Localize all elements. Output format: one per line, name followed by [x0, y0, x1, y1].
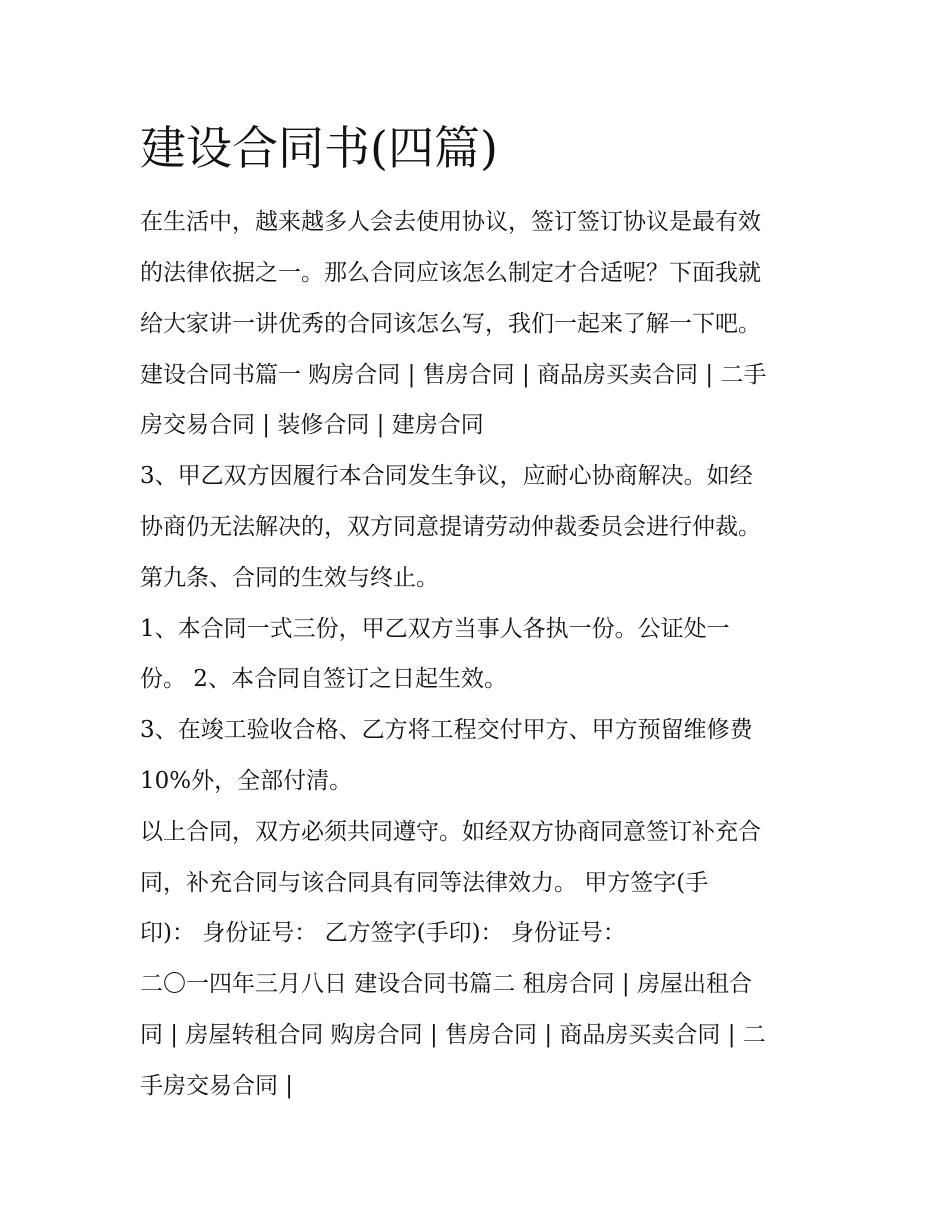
text-line: 以上合同，双方必须共同遵守。如经双方协商同意签订补充合: [140, 819, 761, 845]
text-line: 3、在竣工验收合格、乙方将工程交付甲方、甲方预留维修费: [140, 717, 753, 743]
text-line: 手房交易合同 |: [140, 1073, 294, 1099]
text-line: 第九条、合同的生效与终止。: [140, 565, 439, 591]
text-line: 同，补充合同与该合同具有同等法律效力。 甲方签字(手: [140, 870, 709, 896]
text-line: 份。 2、本合同自签订之日起生效。: [140, 666, 507, 692]
text-line: 1、本合同一式三份，甲乙双方当事人各执一份。公证处一: [140, 616, 730, 642]
text-line: 建设合同书篇一 购房合同 | 售房合同 | 商品房买卖合同 | 二手: [140, 362, 767, 388]
text-line: 的法律依据之一。那么合同应该怎么制定才合适呢？下面我就: [140, 260, 761, 286]
text-line: 在生活中，越来越多人会去使用协议，签订签订协议是最有效: [140, 209, 761, 235]
text-line: 给大家讲一讲优秀的合同该怎么写，我们一起来了解一下吧。: [140, 311, 761, 337]
text-line: 房交易合同 | 装修合同 | 建房合同: [140, 412, 484, 438]
text-line: 3、甲乙双方因履行本合同发生争议，应耐心协商解决。如经: [140, 463, 753, 489]
text-line: 印)： 身份证号： 乙方签字(手印)： 身份证号：: [140, 920, 626, 946]
text-line: 二〇一四年三月八日 建设合同书篇二 租房合同 | 房屋出租合: [140, 971, 752, 997]
text-line: 10%外，全部付清。: [140, 768, 353, 794]
text-line: 协商仍无法解决的，双方同意提请劳动仲裁委员会进行仲裁。: [140, 514, 761, 540]
document-title: 建设合同书(四篇): [140, 121, 498, 175]
text-line: 同 | 房屋转租合同 购房合同 | 售房合同 | 商品房买卖合同 | 二: [140, 1022, 766, 1048]
